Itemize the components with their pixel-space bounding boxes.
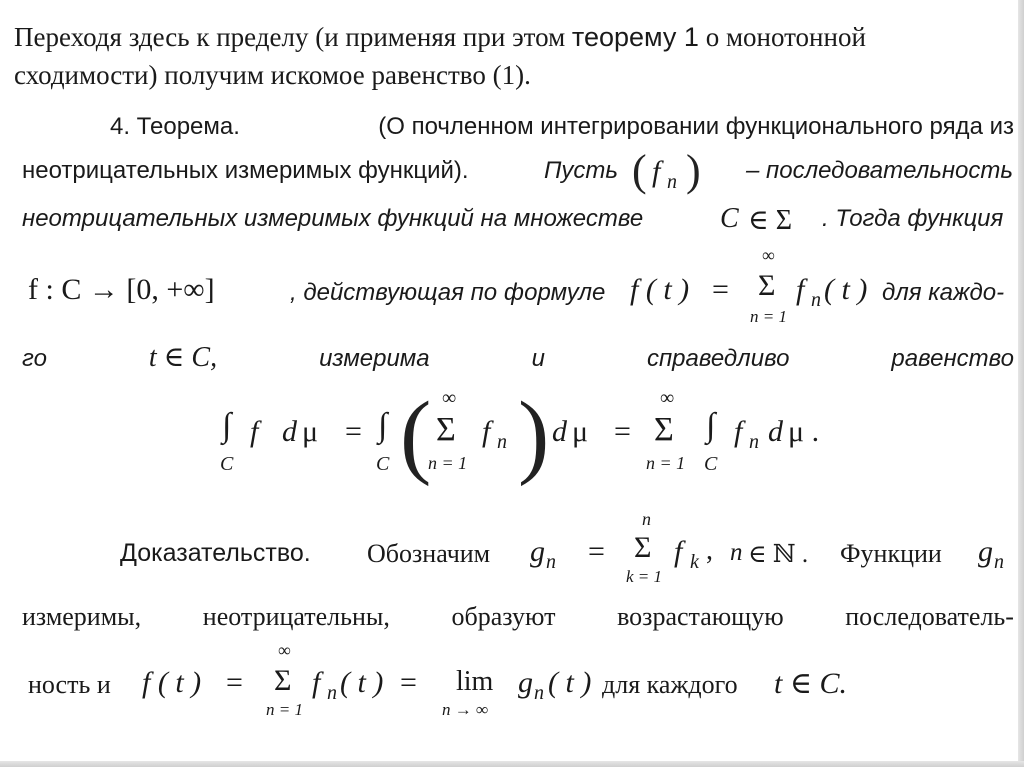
math-sum-upper: ∞ — [762, 245, 775, 265]
integral-sign: ∫ — [222, 407, 232, 444]
math-t-in-C: t ∈ C, — [148, 342, 218, 373]
theorem-text-3b: . Тогда функция — [822, 205, 1004, 232]
math-f: f — [652, 155, 661, 188]
intro-text-end: о монотонной — [698, 22, 866, 52]
proof-line-1: Доказательство. Обозначим g n = n Σ k = 1 f k , n ∈ ℕ . Функции g n — [120, 509, 1004, 586]
theorem-text-4: , действующая по формуле — [290, 279, 606, 306]
theorem-line-4: f : C → [0, +∞] , действующая по формуле f ( t ) = ∞ Σ n = 1 f n ( t ) для каждо- — [28, 245, 1005, 326]
theorem-line-1 — [110, 113, 1014, 141]
proof-text-3b: для каждого — [602, 670, 738, 699]
math-lim: lim — [456, 666, 494, 697]
math-C: C — [720, 203, 739, 234]
theorem-text-2b: Пусть — [544, 157, 619, 184]
word: последователь- — [845, 602, 1014, 631]
theorem-reference: теорему 1 — [571, 22, 699, 52]
proof-line-3: ность и f ( t ) = ∞ Σ n = 1 f n ( t ) = lim n → ∞ g n ( t ) для каждого t ∈ C. — [28, 640, 848, 719]
word: образуют — [451, 602, 556, 631]
proof-text-1b: Функции — [840, 539, 942, 568]
theorem-text-4-end: для каждо- — [882, 279, 1005, 306]
word: измеримы, — [22, 602, 142, 631]
word: измерима — [319, 345, 430, 372]
theorem-text-3: неотрицательных измеримых функций на множестве — [22, 205, 644, 232]
theorem-line-5 — [22, 340, 1014, 374]
theorem-text-2c: – последовательность — [746, 157, 1014, 184]
intro-text-2: сходимости) получим искомое равенство (1). — [14, 60, 531, 90]
math-mapping: f : C → [0, +∞] — [28, 273, 215, 306]
math-sum-lower: n = 1 — [750, 307, 787, 326]
intro-text: Переходя здесь к пределу (и применяя при этом — [14, 22, 572, 52]
theorem-heading: 4. Теорема. — [110, 113, 240, 140]
intro-line-1 — [14, 22, 866, 53]
math-C: C — [220, 453, 234, 475]
theorem-line-2: неотрицательных измеримых функций). Пусть ( f n ) – последовательность — [22, 146, 1014, 195]
math-sub-n: n — [667, 171, 677, 193]
proof-text-1: Обозначим — [367, 539, 491, 568]
slide-shadow-bottom — [0, 761, 1024, 767]
word: неотрицательны, — [202, 602, 390, 631]
word: го — [22, 345, 47, 372]
intro-line-2 — [14, 60, 531, 91]
slide-shadow-right — [1018, 0, 1024, 767]
math-in-sigma: ∈ Σ — [748, 205, 793, 236]
math-eq: = — [712, 273, 729, 306]
theorem-line-3 — [22, 205, 1014, 245]
theorem-text-1: (О почленном интегрировании функционального ряда из — [378, 113, 1014, 140]
display-formula: ∫ C f d μ = ∫ C ( ∞ Σ n = 1 f n ) d μ = ∞ Σ n = 1 ∫ C f n d μ . — [220, 383, 820, 487]
word: справедливо — [646, 345, 790, 372]
math-t-in-C-end: t ∈ C. — [774, 667, 848, 700]
proof-line-2 — [22, 602, 1014, 632]
word: равенство — [891, 345, 1014, 372]
word: возрастающую — [617, 602, 784, 631]
math-lim-sub: n → ∞ — [442, 700, 489, 719]
theorem-text-2: неотрицательных измеримых функций). — [22, 157, 469, 184]
math-sum: Σ — [758, 269, 776, 302]
word: и — [531, 345, 545, 372]
proof-heading: Доказательство. — [120, 539, 311, 567]
proof-text-3: ность и — [28, 670, 111, 699]
